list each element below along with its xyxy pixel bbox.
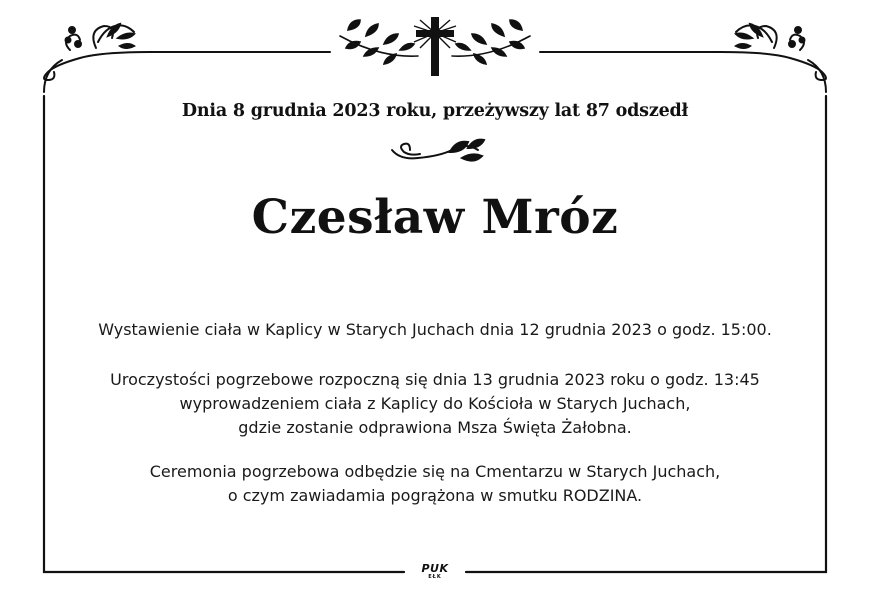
deceased-name: Czesław Mróz [251, 190, 619, 245]
paragraph-line: Wystawienie ciała w Kaplicy w Starych Juchach dnia 12 grudnia 2023 o godz. 15:00. [98, 320, 772, 339]
flourish-icon [392, 140, 484, 161]
paragraph-line: gdzie zostanie odprawiona Msza Święta Żałobna. [238, 418, 632, 437]
laurel-branch-icon [340, 20, 418, 64]
logo-sub-text: EŁK [428, 574, 442, 580]
flourish-icon [720, 24, 826, 92]
paragraph-burial [60, 460, 810, 508]
paragraph-ceremony [60, 368, 810, 440]
logo-main-text: PUK [421, 562, 449, 575]
cross-icon [414, 17, 456, 76]
company-logo [412, 563, 458, 580]
headline: Dnia 8 grudnia 2023 roku, przeżywszy lat 87 odszedł [181, 101, 689, 121]
paragraph-line: Uroczystości pogrzebowe rozpoczną się dnia 13 grudnia 2023 roku o godz. 13:45 [110, 370, 760, 389]
paragraph-line: o czym zawiadamia pogrążona w smutku RODZINA. [227, 486, 643, 505]
flourish-icon [44, 24, 150, 92]
paragraph-viewing [60, 318, 810, 342]
paragraph-line: Ceremonia pogrzebowa odbędzie się na Cmentarzu w Starych Juchach, [149, 462, 721, 481]
paragraph-line: wyprowadzeniem ciała z Kaplicy do Kościoła w Starych Juchach, [179, 394, 691, 413]
laurel-branch-icon [452, 20, 530, 64]
